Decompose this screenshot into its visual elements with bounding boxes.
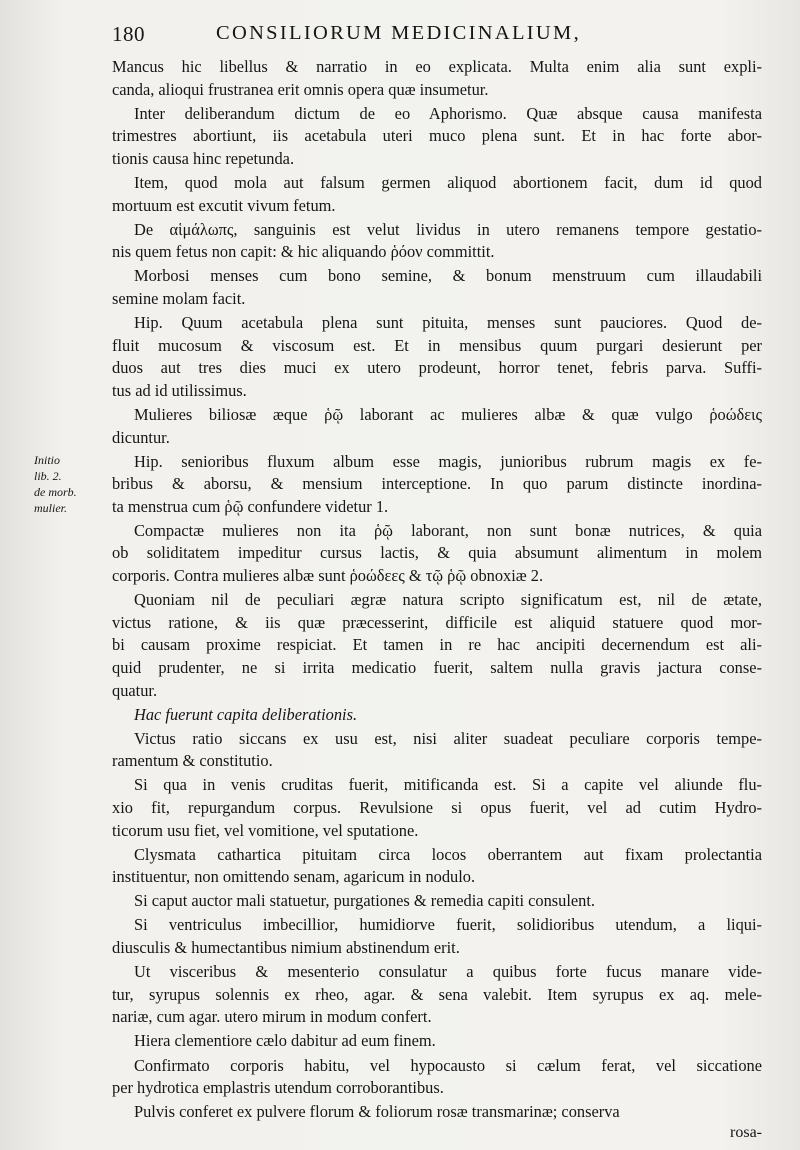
text-line: bi causam proxime respiciat. Et tamen in re hac ancipiti decernendum est ali- xyxy=(112,635,762,655)
text-line: Victus ratio siccans ex usu est, nisi aliter suadeat peculiare corporis tempe- xyxy=(134,728,762,748)
paragraph xyxy=(112,404,762,449)
text-line: tur, syrupus solennis ex rheo, agar. & sena valebit. Item syrupus ex aq. mele- xyxy=(112,984,762,1004)
text-line: Clysmata cathartica pituitam circa locos oberrantem aut fixam prolectantia xyxy=(134,844,762,864)
text-line: bribus & aborsu, & mensium interceptione. In quo parum distincte inordina- xyxy=(112,474,762,494)
text-line: tionis causa hinc repetunda. xyxy=(112,148,295,168)
paragraph xyxy=(112,1030,762,1053)
text-line: Pulvis conferet ex pulvere florum & foliorum rosæ transmarinæ; conserva xyxy=(134,1102,620,1122)
paragraph xyxy=(112,914,762,959)
text-line: Mulieres biliosæ æque ῥῷ laborant ac mulieres albæ & quæ vulgo ῥοώδεις xyxy=(134,404,762,424)
text-line: Morbosi menses cum bono semine, & bonum menstruum cum illaudabili xyxy=(134,266,762,286)
text-line: Hip. Quum acetabula plena sunt pituita, menses sunt pauciores. Quod de- xyxy=(134,313,762,333)
paragraph xyxy=(112,520,762,588)
text-line: fluit mucosum & viscosum est. Et in mensibus quum purgari desierunt per xyxy=(112,335,762,355)
text-line: ta menstrua cum ῥῷ confundere videtur 1. xyxy=(112,496,389,516)
text-line: diusculis & humectantibus nimium abstinendum erit. xyxy=(112,938,460,958)
paragraph xyxy=(112,728,762,773)
margin-note-line: Initio xyxy=(34,453,60,467)
running-head: CONSILIORUM MEDICINALIUM, xyxy=(216,22,581,44)
text-line: trimestres abortiunt, iis acetabula uteri muco plena sunt. Et in hac forte abor- xyxy=(112,126,762,146)
page-number: 180 xyxy=(112,22,145,46)
margin-note-line: lib. 2. xyxy=(34,469,62,483)
paragraph xyxy=(112,1055,762,1100)
page-header xyxy=(112,22,772,52)
margin-note xyxy=(34,452,96,516)
text-line: Hip. senioribus fluxum album esse magis, junioribus rubrum magis ex fe- xyxy=(134,451,762,471)
paragraph xyxy=(112,1101,762,1124)
text-line: semine molam facit. xyxy=(112,288,246,308)
text-line: Item, quod mola aut falsum germen aliquod abortionem facit, dum id quod xyxy=(134,172,762,192)
paragraph xyxy=(112,265,762,310)
paragraph xyxy=(112,890,762,913)
text-line: Hac fuerunt capita deliberationis. xyxy=(134,704,358,724)
paragraph xyxy=(112,451,762,519)
paragraph xyxy=(112,103,762,171)
text-line: dicuntur. xyxy=(112,427,170,447)
catchword: rosa- xyxy=(730,1124,762,1141)
paragraph xyxy=(112,589,762,702)
text-line: canda, alioqui frustranea erit omnis opera quæ insumetur. xyxy=(112,79,489,99)
text-line: quatur. xyxy=(112,680,158,700)
text-line: Ut visceribus & mesenterio consulatur a quibus forte fucus manare vide- xyxy=(134,962,762,982)
text-line: nis quem fetus non capit: & hic aliquando ῥόον committit. xyxy=(112,242,495,262)
text-line: Inter deliberandum dictum de eo Aphorismo. Quæ absque causa manifesta xyxy=(134,103,762,123)
paragraph xyxy=(112,312,762,402)
text-line: mortuum est excutit vivum fetum. xyxy=(112,195,336,215)
text-line: xio fit, repurgandum corpus. Revulsione si opus fuerit, vel ad cutim Hydro- xyxy=(112,798,762,817)
body-text xyxy=(112,56,762,1125)
text-line: Compactæ mulieres non ita ῥῷ laborant, non sunt bonæ nutrices, & quia xyxy=(134,520,762,540)
paragraph xyxy=(112,219,762,264)
text-line: nariæ, cum agar. utero mirum in modum confert. xyxy=(112,1007,432,1027)
text-line: Quoniam nil de peculiari ægræ natura scripto significatum est, nil de ætate, xyxy=(134,590,762,610)
text-line: tus ad id utilissimus. xyxy=(112,380,247,400)
text-line: Si qua in venis cruditas fuerit, mitificanda est. Si a capite vel aliunde flu- xyxy=(134,775,762,795)
text-line: corporis. Contra mulieres albæ sunt ῥοώδεες & τῷ ῥῷ obnoxiæ 2. xyxy=(112,566,544,586)
text-line: Hiera clementiore cælo dabitur ad eum finem. xyxy=(134,1031,436,1051)
text-line: ramentum & constitutio. xyxy=(112,751,273,771)
text-line: ticorum usu fiet, vel vomitione, vel sputatione. xyxy=(112,820,419,840)
paragraph xyxy=(112,961,762,1029)
margin-note-line: mulier. xyxy=(34,501,67,515)
paragraph xyxy=(112,56,762,101)
text-line: instituentur, non omittendo senam, agaricum in nodulo. xyxy=(112,867,476,887)
text-line: per hydrotica emplastris utendum corroborantibus. xyxy=(112,1078,444,1098)
paragraph xyxy=(112,172,762,217)
text-line: quid prudenter, ne si irrita medicatio fuerit, saltem nulla gravis jactura conse- xyxy=(112,657,762,677)
text-line: victus ratione, & iis quæ præcesserint, difficile est aliquid statuere quod mor- xyxy=(112,612,762,632)
paragraph xyxy=(112,774,762,842)
text-line: ob soliditatem impeditur cursus lactis, & quia absumunt alimentum in molem xyxy=(112,543,762,563)
text-line: duos aut tres dies muci ex utero prodeunt, horror tenet, febris parva. Suffi- xyxy=(112,358,762,378)
text-line: Confirmato corporis habitu, vel hypocausto si cælum ferat, vel siccatione xyxy=(134,1055,762,1075)
text-line: Si ventriculus imbecillior, humidiorve fuerit, solidioribus utendum, a liqui- xyxy=(134,915,762,935)
paragraph xyxy=(112,844,762,889)
text-line: Si caput auctor mali statuetur, purgationes & remedia capiti consulent. xyxy=(134,891,596,911)
paragraph xyxy=(112,704,762,727)
text-line: Mancus hic libellus & narratio in eo explicata. Multa enim alia sunt expli- xyxy=(112,57,762,76)
margin-note-line: de morb. xyxy=(34,485,77,499)
text-line: De αἱμάλωπς, sanguinis est velut lividus in utero remanens tempore gestatio- xyxy=(134,219,762,239)
